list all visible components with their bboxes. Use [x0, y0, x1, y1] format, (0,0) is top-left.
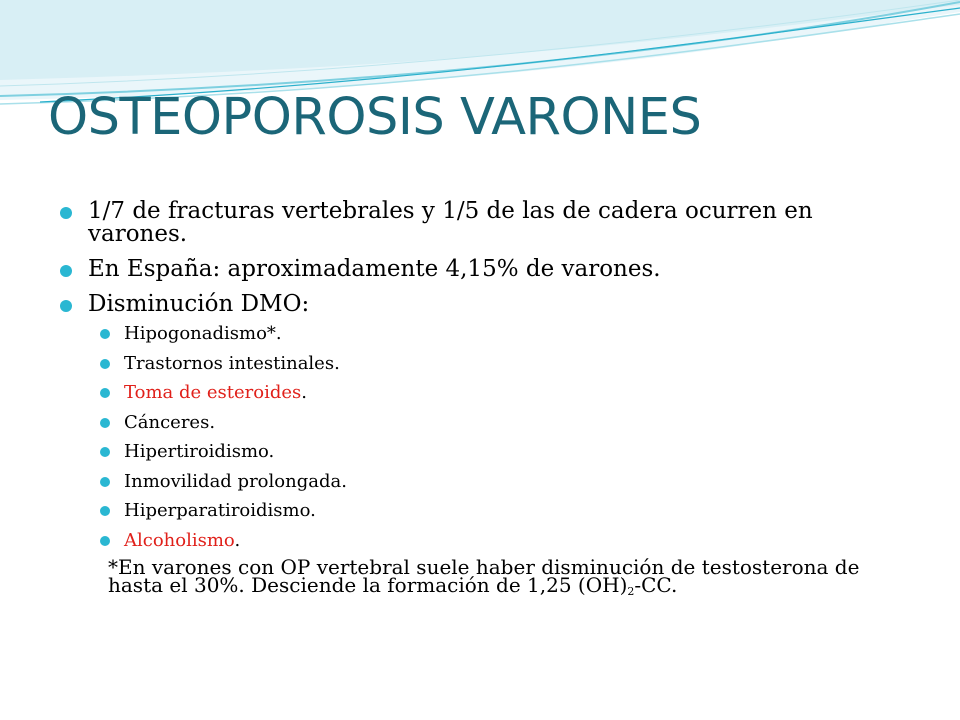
bullet-item	[60, 200, 910, 246]
bullet-dot-icon	[60, 207, 72, 219]
bullet-dot-icon	[100, 329, 110, 339]
slide-title: OSTEOPOROSIS VARONES	[48, 88, 702, 147]
sub-bullet-text: Hiperparatiroidismo	[124, 500, 311, 521]
bullet-text: En España: aproximadamente 4,15% de varones.	[88, 256, 661, 282]
sub-bullet-item	[60, 530, 910, 552]
sub-bullet-suffix: .	[209, 411, 216, 433]
bullet-dot-icon	[100, 536, 110, 546]
footnote-tail: -CC.	[634, 573, 678, 597]
bullet-dot-icon	[100, 388, 110, 398]
sub-bullet-text: Inmovilidad prolongada	[124, 470, 342, 492]
sub-bullet-text-highlighted: Alcoholismo	[124, 529, 235, 551]
sub-bullet-item	[60, 441, 910, 463]
sub-bullet-text: Trastornos intestinales	[124, 352, 335, 374]
sub-bullet-item	[60, 412, 910, 434]
bullet-dot-icon	[100, 359, 110, 369]
bullet-dot-icon	[100, 418, 110, 428]
bullet-text: Disminución DMO:	[88, 291, 310, 317]
sub-bullet-suffix: .	[310, 500, 316, 521]
bullet-item	[60, 258, 910, 281]
sub-bullet-suffix: .	[301, 382, 307, 403]
sub-bullet-list	[60, 323, 910, 552]
footnote	[60, 555, 910, 598]
bullet-text: 1/7 de fracturas vertebrales y 1/5 de las de cadera ocurren en varones.	[88, 198, 813, 247]
slide-body	[60, 198, 910, 598]
footnote-text: *En varones con OP vertebral suele haber disminución de testosterona de hasta el 30%. Desciende la formación de 1,25 (OH)	[108, 555, 860, 597]
sub-bullet-item	[60, 471, 910, 493]
sub-bullet-text-highlighted: Toma de esteroides	[124, 382, 302, 403]
bullet-dot-icon	[60, 265, 72, 277]
sub-bullet-text: Cánceres	[124, 411, 210, 433]
bullet-dot-icon	[100, 447, 110, 457]
sub-bullet-text: Hipertiroidismo	[124, 441, 269, 462]
sub-bullet-suffix: .	[275, 323, 282, 344]
sub-bullet-suffix: .	[268, 441, 275, 462]
sub-bullet-suffix: .	[334, 352, 340, 374]
bullet-dot-icon	[100, 477, 110, 487]
bullet-dot-icon	[60, 300, 72, 312]
bullet-dot-icon	[100, 506, 110, 516]
sub-bullet-item	[60, 382, 910, 404]
sub-bullet-text: Hipogonadismo*	[124, 323, 276, 344]
sub-bullet-suffix: .	[234, 529, 241, 551]
bullet-item	[60, 293, 910, 316]
sub-bullet-item	[60, 353, 910, 375]
footnote-subscript: 2	[627, 585, 635, 598]
sub-bullet-item	[60, 323, 910, 345]
sub-bullet-suffix: .	[341, 470, 347, 492]
sub-bullet-item	[60, 500, 910, 522]
